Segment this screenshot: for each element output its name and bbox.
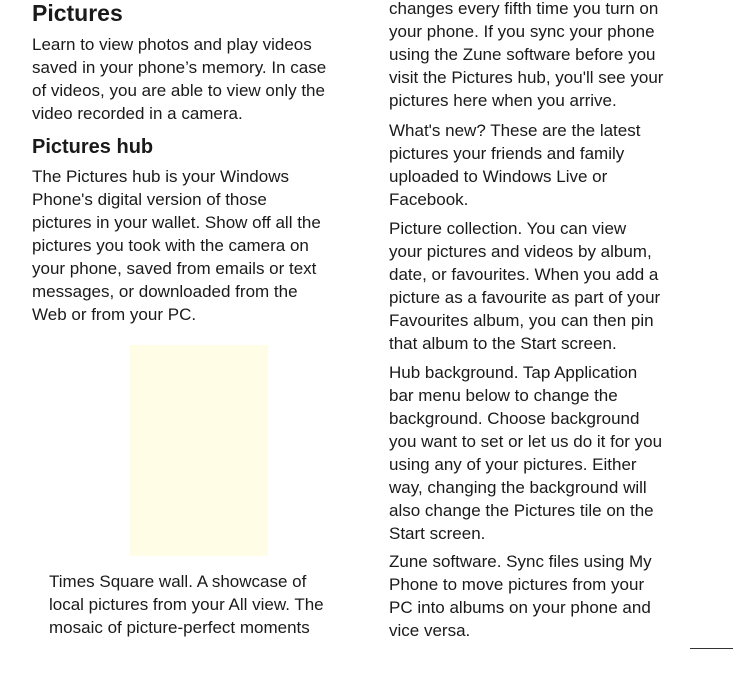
pictures-hub-paragraph: The Pictures hub is your Windows Phone's digital version of those pictures in your wallet. Show off all the pictures you took with the camera on your phone, saved from emails or text messages, or downloaded from the Web or from your PC. xyxy=(32,167,321,324)
hub-background-paragraph: Hub background. Tap Application bar menu below to change the background. Choose background you want to set or let us do it for you using any of your pictures. Either way, changing the background will also change the Pictures tile on the Start screen. xyxy=(389,363,663,543)
picture-collection-paragraph: Picture collection. You can view your pictures and videos by album, date, or favourites. When you add a picture as a favourite as part of your Favourites album, you can then pin that album to the Start screen. xyxy=(389,219,661,353)
screenshot-placeholder-image xyxy=(130,345,268,556)
continuation-paragraph: changes every fifth time you turn on your phone. If you sync your phone using the Zune software before you visit the Pictures hub, you'll see your pictures here when you arrive. xyxy=(389,0,664,110)
intro-paragraph: Learn to view photos and play videos saved in your phone’s memory. In case of videos, you are able to view only the video recorded in a camera. xyxy=(32,35,327,123)
zune-software-paragraph: Zune software. Sync files using My Phone to move pictures from your PC into albums on your phone and vice versa. xyxy=(389,552,652,640)
page-footer-rule xyxy=(690,648,733,649)
section-heading-pictures-hub: Pictures hub xyxy=(32,136,154,158)
whats-new-paragraph: What's new? These are the latest pictures your friends and family uploaded to Windows Live or Facebook. xyxy=(389,121,641,209)
page-title: Pictures xyxy=(32,0,123,26)
times-square-paragraph: Times Square wall. A showcase of local pictures from your All view. The mosaic of picture-perfect moments xyxy=(49,572,324,637)
